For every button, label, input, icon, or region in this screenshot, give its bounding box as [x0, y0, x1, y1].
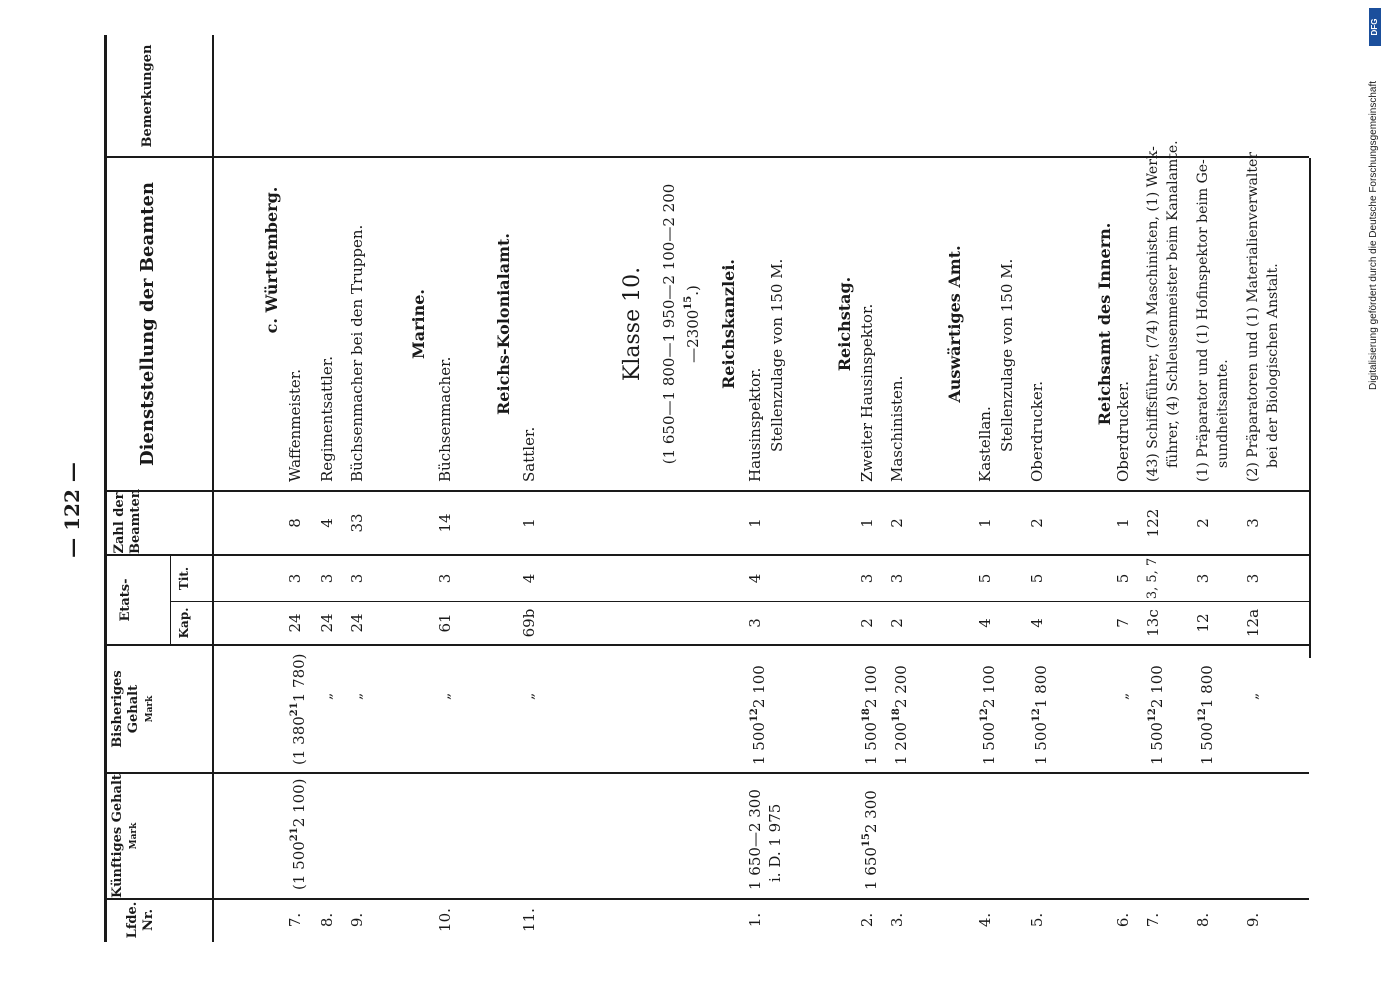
row-bisher: „	[437, 692, 453, 700]
row-nr: 8.	[318, 912, 336, 928]
header-bisheriges	[110, 646, 158, 772]
section-reichsamt-innern: Reichsamt des Innern.	[1095, 222, 1114, 426]
row-zahl: 2	[888, 518, 906, 528]
row-tit: 3	[1194, 573, 1212, 584]
row-zahl: 33	[348, 513, 366, 533]
digitization-credit-text: Digitalisierung gefördert durch die Deutsche Forschungsgemeinschaft	[1368, 80, 1379, 390]
row-kap: 7	[1114, 618, 1132, 628]
header-kap: Kap.	[177, 607, 191, 639]
row-kuenftig-line-2: i. D. 1 975	[766, 803, 784, 882]
row-dienststellung: Sattler.	[520, 426, 538, 482]
row-dienststellung: Waffenmeister.	[286, 368, 304, 482]
row-dienststellung-line-2: Stellenzulage von 150 M.	[998, 258, 1016, 452]
row-nr: 10.	[436, 908, 454, 932]
row-dienststellung: Oberdrucker.	[1114, 380, 1132, 482]
row-bisher	[286, 653, 308, 765]
row-dienststellung: Maschinisten.	[888, 375, 906, 482]
row-kap: 24	[348, 613, 366, 633]
row-bisher-end: 1 780)	[290, 653, 308, 703]
row-kap: 13c	[1144, 609, 1162, 637]
col-divider-bisher	[104, 644, 1309, 646]
row-kuenftig-sup: 15	[861, 833, 872, 848]
section-marine: Marine.	[409, 289, 428, 359]
row-kap: 24	[286, 613, 304, 633]
row-zahl: 3	[1244, 518, 1262, 528]
row-kap: 24	[318, 613, 336, 633]
row-bisher-end: 2 100	[750, 665, 768, 709]
class-salary-range-close: .)	[684, 285, 702, 296]
row-tit: 4	[520, 573, 538, 584]
table-top-rule	[104, 35, 107, 942]
class-salary-range-line-2	[680, 158, 702, 490]
header-tit: Tit.	[177, 566, 191, 591]
table-bottom-rule	[1309, 158, 1311, 658]
col-divider-kap-tit	[170, 601, 1309, 602]
row-nr: 6.	[1114, 912, 1132, 928]
row-kap: 4	[976, 618, 994, 628]
row-bisher-start: 1 500	[980, 722, 998, 765]
header-etats: Etats-	[118, 578, 133, 622]
row-bisher-end: 1 800	[1032, 665, 1050, 709]
row-bisher-start: 1 200	[892, 722, 910, 765]
row-zahl: 1	[976, 518, 994, 528]
header-bottom-rule	[212, 35, 214, 942]
row-dienststellung: (1) Präparator und (1) Hofinspektor beim Ge-	[1195, 159, 1211, 482]
row-kap: 69b	[520, 608, 538, 638]
row-tit: 3	[286, 573, 304, 584]
row-bisher-end: 1 800	[1198, 665, 1216, 709]
row-dienststellung: (2) Präparatoren und (1) Materialienverwalter	[1245, 152, 1261, 482]
page-number: — 122 —	[60, 462, 84, 558]
row-bisher: „	[1245, 692, 1261, 700]
row-nr: 5.	[1028, 912, 1046, 928]
row-bisher-start: (1 380	[290, 716, 308, 765]
row-kap: 12	[1194, 613, 1212, 633]
row-zahl: 122	[1144, 508, 1162, 538]
row-bisher-start: 1 500	[750, 722, 768, 765]
row-bisher-end: 2 200	[892, 665, 910, 709]
row-tit: 3	[858, 573, 876, 584]
section-reichskanzlei: Reichskanzlei.	[719, 259, 738, 390]
row-dienststellung: Büchsenmacher.	[436, 356, 454, 482]
row-tit: 3	[1244, 573, 1262, 584]
row-zahl: 1	[1114, 518, 1132, 528]
header-zahl: Zahl der Beamten	[112, 488, 143, 554]
row-bisher	[1144, 665, 1166, 765]
row-kap: 3	[746, 618, 764, 628]
row-bisher-start: 1 500	[1148, 722, 1166, 765]
row-bisher-end: 2 100	[1148, 665, 1166, 709]
row-bisher: „	[319, 692, 335, 700]
row-tit: 5	[1114, 573, 1132, 584]
row-tit: 3	[436, 573, 454, 584]
row-nr: 1.	[746, 912, 764, 928]
row-nr: 7.	[1144, 912, 1162, 928]
row-bisher-sup: 21	[289, 702, 300, 717]
header-lfd: Lfde. Nr.	[125, 901, 156, 939]
row-kap: 4	[1028, 618, 1046, 628]
row-kuenftig: 1 650—2 300	[746, 789, 764, 890]
row-tit: 3	[348, 573, 366, 584]
row-bisher-sup: 18	[891, 708, 902, 723]
row-dienststellung-line-2: sundheitsamte.	[1215, 359, 1231, 468]
row-bisher	[976, 665, 998, 765]
row-dienststellung-line-2: Stellenzulage von 150 M.	[768, 258, 786, 452]
row-bisher-start: 1 500	[1198, 722, 1216, 765]
header-dienststellung: Dienststellung der Beamten	[137, 181, 158, 467]
col-divider-dienst	[104, 156, 1309, 158]
row-kuenftig-end: 2 300	[862, 790, 880, 834]
row-kuenftig	[858, 790, 880, 890]
row-kuenftig-start: 1 650	[862, 847, 880, 890]
row-bisher	[858, 665, 880, 765]
row-bisher	[1028, 665, 1050, 765]
row-bisher: „	[349, 692, 365, 700]
row-tit: 5	[1028, 573, 1046, 584]
row-dienststellung: Zweiter Hausinspektor.	[858, 303, 876, 482]
row-kuenftig-end: 2 100)	[290, 778, 308, 828]
row-bisher-sup: 12	[749, 708, 760, 723]
row-bisher: „	[521, 692, 537, 700]
header-kuenftiges-unit: Mark	[129, 822, 139, 850]
row-zahl: 8	[286, 518, 304, 528]
row-dienststellung: Hausinspektor.	[746, 367, 764, 482]
row-bisher: „	[1115, 692, 1131, 700]
section-kolonialamt: Reichs-Kolonialamt.	[494, 233, 513, 415]
header-bisheriges-unit: Mark	[145, 695, 155, 723]
row-kap: 2	[888, 618, 906, 628]
row-tit: 3, 5, 7	[1145, 557, 1160, 600]
row-dienststellung: (43) Schiffsführer, (74) Maschinisten, (1) Werk-	[1145, 146, 1161, 482]
row-bisher-sup: 12	[979, 708, 990, 723]
dfg-logo-text: DFG	[1370, 18, 1379, 36]
row-tit: 4	[746, 573, 764, 584]
col-divider-kuenftig	[104, 772, 1309, 774]
row-nr: 7.	[286, 912, 304, 928]
class-heading: Klasse 10.	[620, 266, 645, 382]
header-kuenftiges	[110, 774, 142, 898]
row-dienststellung-line-2: bei der Biologischen Anstalt.	[1265, 263, 1281, 468]
class-salary-range-line-1: (1 650—1 800—1 950—2 100—2 200	[660, 183, 678, 465]
row-kap: 2	[858, 618, 876, 628]
row-bisher	[888, 665, 910, 765]
row-dienststellung: Regimentsattler.	[318, 355, 336, 482]
row-bisher-sup: 12	[1147, 708, 1158, 723]
row-kap: 12a	[1244, 608, 1262, 638]
section-auswaertiges-amt: Auswärtiges Amt.	[945, 245, 964, 403]
row-kuenftig-sup: 21	[289, 827, 300, 842]
class-salary-range-sup: 15	[683, 295, 694, 310]
row-bisher-start: 1 500	[1032, 722, 1050, 765]
row-dienststellung: Büchsenmacher bei den Truppen.	[348, 224, 366, 482]
row-tit: 3	[318, 573, 336, 584]
row-bisher-end: 2 100	[980, 665, 998, 709]
row-zahl: 14	[436, 513, 454, 533]
row-dienststellung-line-2: führer, (4) Schleusenmeister beim Kanalamte.	[1165, 140, 1181, 468]
row-nr: 8.	[1194, 912, 1212, 928]
row-zahl: 1	[520, 518, 538, 528]
header-kuenftiges-label: Künftiges Gehalt	[110, 774, 125, 898]
section-wuerttemberg: c. Württemberg.	[262, 186, 281, 334]
row-bisher	[746, 665, 768, 765]
row-tit: 5	[976, 573, 994, 584]
row-zahl: 2	[1194, 518, 1212, 528]
row-nr: 3.	[888, 912, 906, 928]
section-reichstag: Reichstag.	[835, 276, 854, 372]
row-bisher-end: 2 100	[862, 665, 880, 709]
row-bisher-start: 1 500	[862, 722, 880, 765]
row-dienststellung: Kastellan.	[976, 406, 994, 482]
row-zahl: 4	[318, 518, 336, 528]
header-bemerkungen: Bemerkungen	[140, 44, 155, 148]
row-bisher-sup: 18	[861, 708, 872, 723]
row-nr: 9.	[1244, 912, 1262, 928]
row-kap: 61	[436, 613, 454, 633]
row-bisher-sup: 12	[1197, 708, 1208, 723]
row-kuenftig	[286, 778, 308, 890]
header-bisheriges-label: Bisheriges Gehalt	[110, 670, 141, 748]
class-salary-range-end: —2300	[684, 309, 702, 363]
row-tit: 3	[888, 573, 906, 584]
row-nr: 4.	[976, 912, 994, 928]
row-nr: 9.	[348, 912, 366, 928]
row-zahl: 2	[1028, 518, 1046, 528]
row-nr: 11.	[520, 908, 538, 932]
row-kuenftig-start: (1 500	[290, 841, 308, 890]
row-bisher	[1194, 665, 1216, 765]
row-zahl: 1	[858, 518, 876, 528]
etats-subheader-rule	[170, 556, 171, 644]
row-dienststellung: Oberdrucker.	[1028, 380, 1046, 482]
row-nr: 2.	[858, 912, 876, 928]
row-zahl: 1	[746, 518, 764, 528]
row-bisher-sup: 12	[1031, 708, 1042, 723]
